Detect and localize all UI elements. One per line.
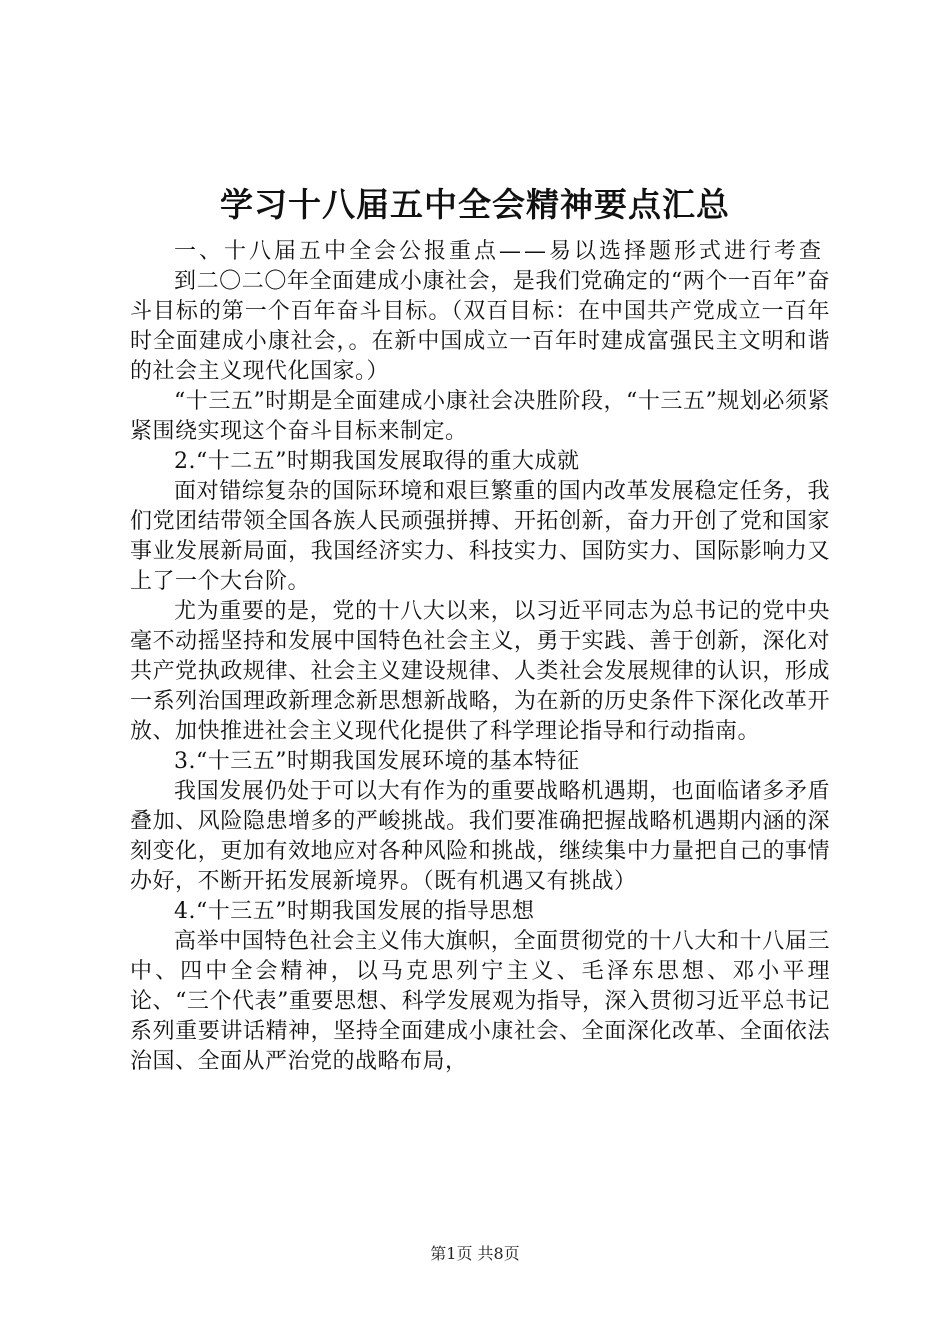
body-paragraph: 高举中国特色社会主义伟大旗帜，全面贯彻党的十八大和十八届三中、四中全会精神，以马克思列宁主义、毛泽东思想、邓小平理论、“三个代表”重要思想、科学发展观为指导，深入贯彻习近平总书记系列重要讲话精神，坚持全面建成小康社会、全面深化改革、全面依法治国、全面从严治党的战略布局， (130, 929, 830, 1074)
section-heading-1: 一、十八届五中全会公报重点——易以选择题形式进行考查 (174, 239, 825, 264)
body-paragraph: “十三五”时期是全面建成小康社会决胜阶段，“十三五”规划必须紧紧围绕实现这个奋斗目标来制定。 (130, 389, 830, 444)
page-number-footer: 第1页 共8页 (430, 1244, 520, 1263)
body-paragraph: 面对错综复杂的国际环境和艰巨繁重的国内改革发展稳定任务，我们党团结带领全国各族人民顽强拼搏、开拓创新，奋力开创了党和国家事业发展新局面，我国经济实力、科技实力、国防实力、国际影响力又上了一个大台阶。 (130, 479, 830, 594)
body-paragraph: 到二〇二〇年全面建成小康社会，是我们党确定的“两个一百年”奋斗目标的第一个百年奋斗目标。（双百目标：在中国共产党成立一百年时全面建成小康社会，。在新中国成立一百年时建成富强民主文明和谐的社会主义现代化国家。） (130, 269, 830, 384)
body-paragraph: 尤为重要的是，党的十八大以来，以习近平同志为总书记的党中央毫不动摇坚持和发展中国特色社会主义，勇于实践、善于创新，深化对共产党执政规律、社会主义建设规律、人类社会发展规律的认识，形成一系列治国理政新理念新思想新战略，为在新的历史条件下深化改革开放、加快推进社会主义现代化提供了科学理论指导和行动指南。 (130, 599, 830, 744)
section-heading-2: 2.“十二五”时期我国发展取得的重大成就 (174, 449, 580, 474)
section-heading-4: 4.“十三五”时期我国发展的指导思想 (174, 899, 535, 924)
section-heading-3: 3.“十三五”时期我国发展环境的基本特征 (174, 749, 580, 774)
document-title: 学习十八届五中全会精神要点汇总 (220, 185, 730, 224)
body-paragraph: 我国发展仍处于可以大有作为的重要战略机遇期，也面临诸多矛盾叠加、风险隐患增多的严峻挑战。我们要准确把握战略机遇期内涵的深刻变化，更加有效地应对各种风险和挑战，继续集中力量把自己的事情办好，不断开拓发展新境界。（既有机遇又有挑战） (130, 779, 830, 894)
document-body (130, 237, 830, 1077)
